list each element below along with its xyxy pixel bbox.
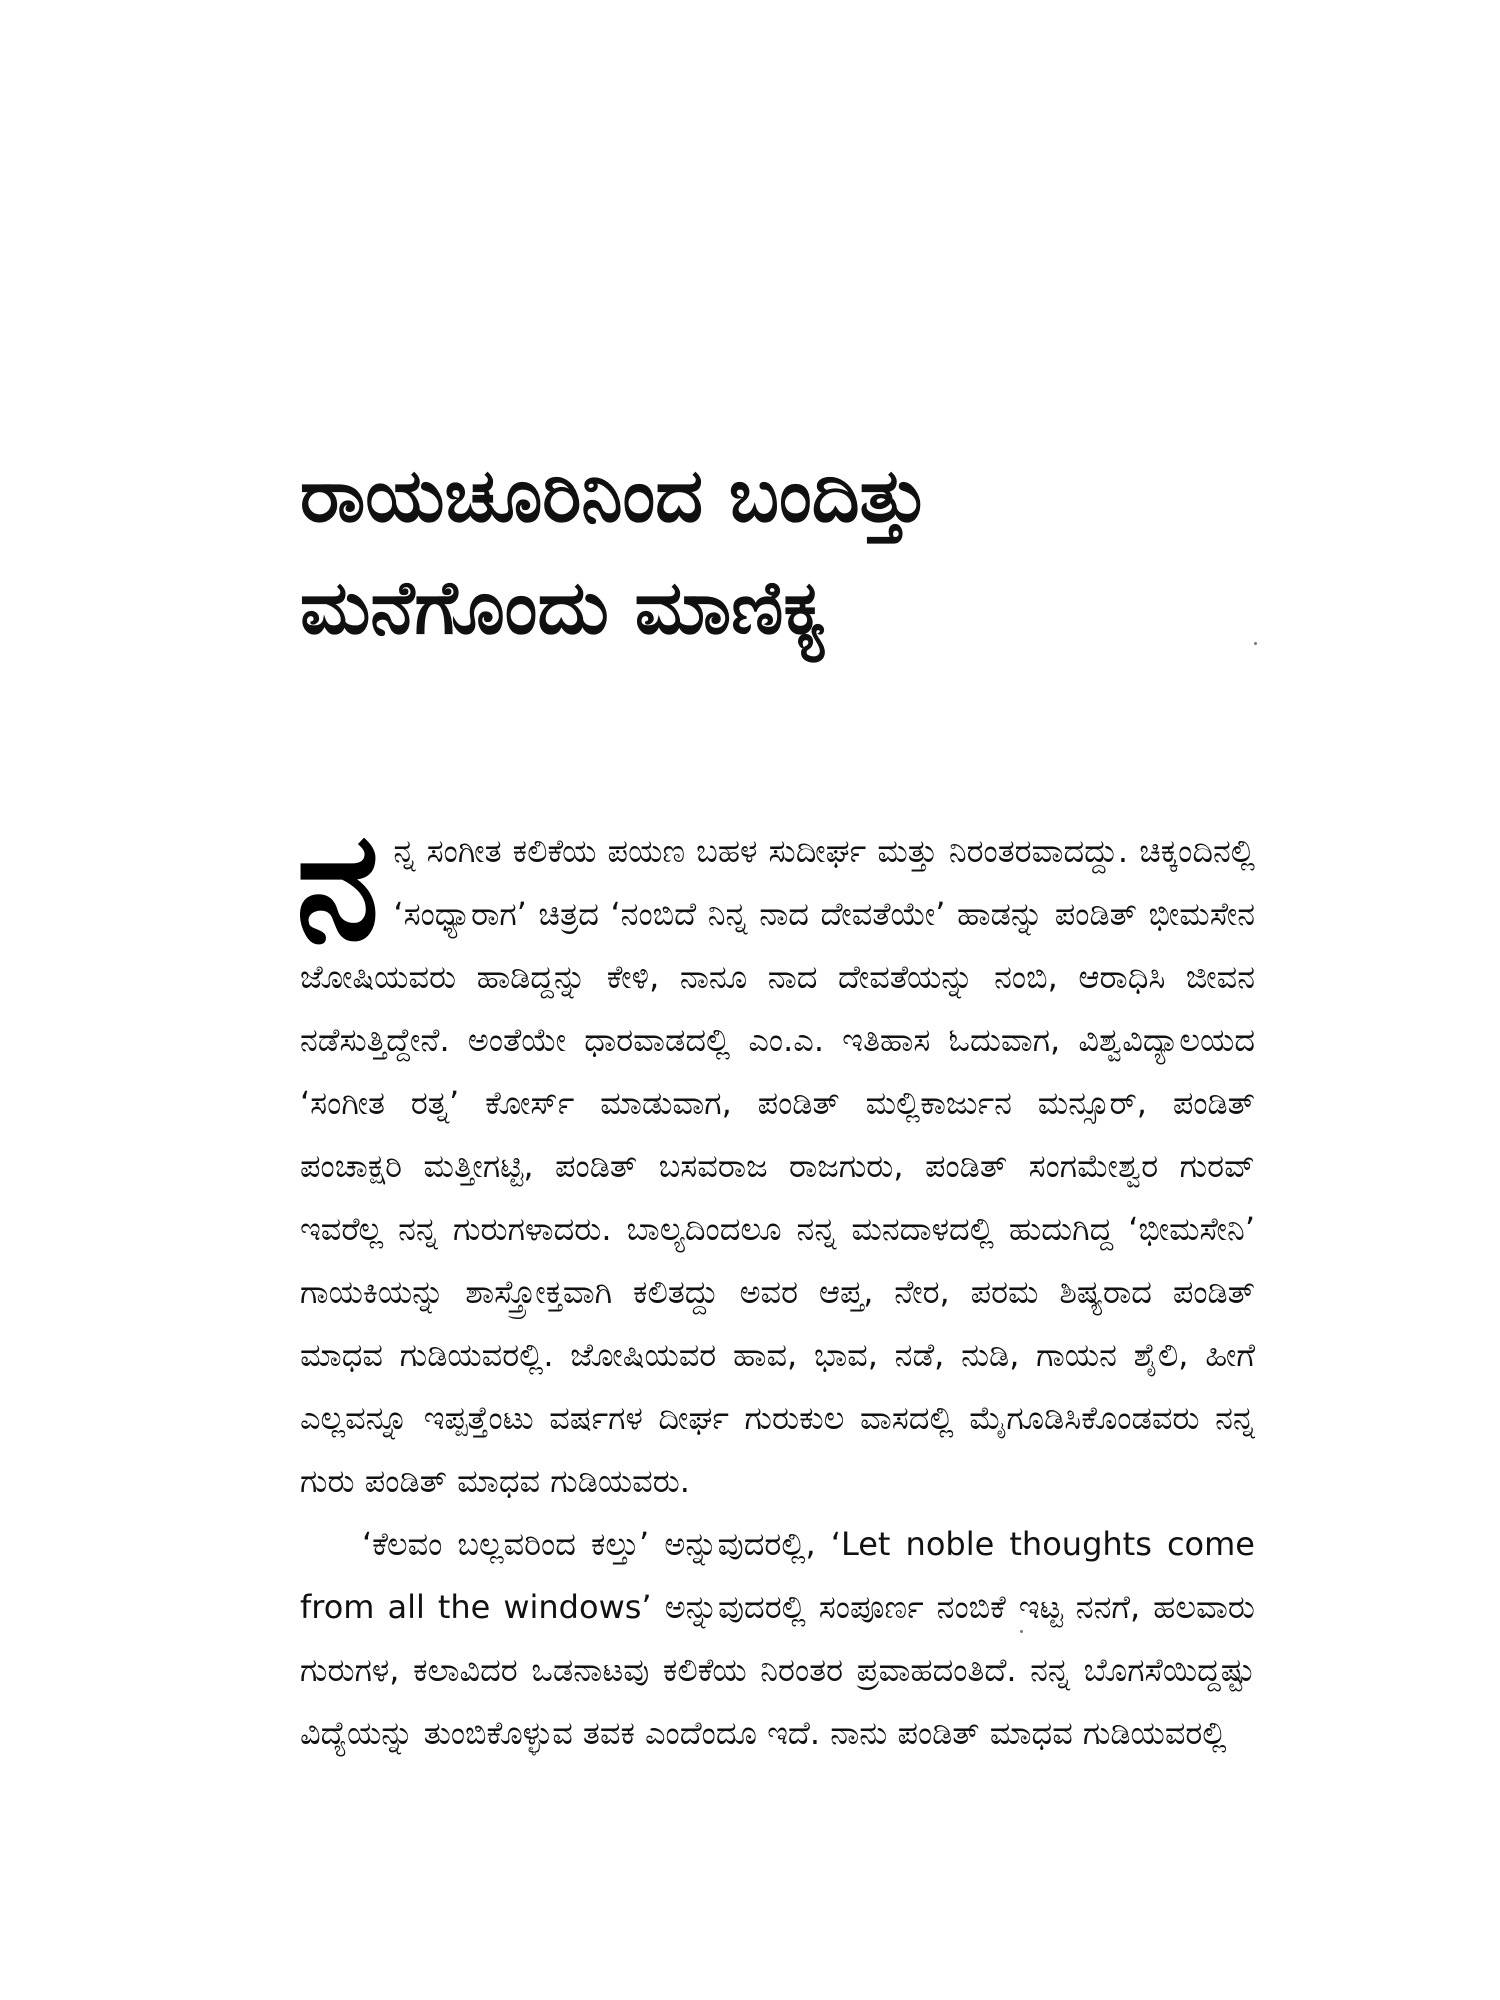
- chapter-title: [300, 440, 1300, 664]
- chapter-title-line-2: ಮನೆಗೊಂದು ಮಾಣಿಕ್ಯ: [300, 565, 827, 651]
- chapter-title-line-1: ರಾಯಚೂರಿನಿಂದ ಬಂದಿತ್ತು: [300, 453, 929, 539]
- paragraph-1: [296, 800, 1255, 1513]
- paper-speck: [1254, 642, 1257, 645]
- drop-cap: ನ: [296, 800, 380, 974]
- paragraph-1-text: ನ್ನ ಸಂಗೀತ ಕಲಿಕೆಯ ಪಯಣ ಬಹಳ ಸುದೀರ್ಘ ಮತ್ತು ನಿರಂತರವಾದದ್ದು. ಚಿಕ್ಕಂದಿನಲ್ಲಿ ‘ಸಂಧ್ಯಾರಾಗ’ ಚಿತ್ರದ ‘ನಂಬಿದೆ ನಿನ್ನ ನಾದ ದೇವತೆಯೇ’ ಹಾಡನ್ನು ಪಂಡಿತ್ ಭೀಮಸೇನ ಜೋಷಿಯವರು ಹಾಡಿದ್ದನ್ನು ಕೇಳಿ, ನಾನೂ ನಾದ ದೇವತೆಯನ್ನು ನಂಬಿ, ಆರಾಧಿಸಿ ಜೀವನ ನಡೆಸುತ್ತಿದ್ದೇನೆ. ಅಂತೆಯೇ ಧಾರವಾಡದಲ್ಲಿ ಎಂ.ಎ. ಇತಿಹಾಸ ಓದುವಾಗ, ವಿಶ್ವವಿದ್ಯಾಲಯದ ‘ಸಂಗೀತ ರತ್ನ’ ಕೋರ್ಸ್ ಮಾಡುವಾಗ, ಪಂಡಿತ್ ಮಲ್ಲಿಕಾರ್ಜುನ ಮನ್ಸೂರ್, ಪಂಡಿತ್ ಪಂಚಾಕ್ಷರಿ ಮತ್ತೀಗಟ್ಟಿ, ಪಂಡಿತ್ ಬಸವರಾಜ ರಾಜಗುರು, ಪಂಡಿತ್ ಸಂಗಮೇಶ್ವರ ಗುರವ್ ಇವರೆಲ್ಲ ನನ್ನ ಗುರುಗಳಾದರು. ಬಾಲ್ಯದಿಂದಲೂ ನನ್ನ ಮನದಾಳದಲ್ಲಿ ಹುದುಗಿದ್ದ ‘ಭೀಮಸೇನಿ’ ಗಾಯಕಿಯನ್ನು ಶಾಸ್ತ್ರೋಕ್ತವಾಗಿ ಕಲಿತದ್ದು ಅವರ ಆಪ್ತ, ನೇರ, ಪರಮ ಶಿಷ್ಯರಾದ ಪಂಡಿತ್ ಮಾಧವ ಗುಡಿಯವರಲ್ಲಿ. ಜೋಷಿಯವರ ಹಾವ, ಭಾವ, ನಡೆ, ನುಡಿ, ಗಾಯನ ಶೈಲಿ, ಹೀಗೆ ಎಲ್ಲವನ್ನೂ ಇಪ್ಪತ್ತೆಂಟು ವರ್ಷಗಳ ದೀರ್ಘ ಗುರುಕುಲ ವಾಸದಲ್ಲಿ ಮೈಗೂಡಿಸಿಕೊಂಡವರು ನನ್ನ ಗುರು ಪಂಡಿತ್ ಮಾಧವ ಗುಡಿಯವರು.: [300, 832, 1255, 1500]
- paragraph-2: ‘ಕೆಲವಂ ಬಲ್ಲವರಿಂದ ಕಲ್ತು’ ಅನ್ನುವುದರಲ್ಲಿ, ‘Let noble thoughts come from all the windows’ ಅನ್ನುವುದರಲ್ಲಿ ಸಂಪೂರ್ಣ ನಂಬಿಕೆ ಇಟ್ಟ ನನಗೆ, ಹಲವಾರು ಗುರುಗಳ, ಕಲಾವಿದರ ಒಡನಾಟವು ಕಲಿಕೆಯ ನಿರಂತರ ಪ್ರವಾಹದಂತಿದೆ. ನನ್ನ ಬೊಗಸೆಯಿದ್ದಷ್ಟು ವಿದ್ಯೆಯನ್ನು ತುಂಬಿಕೊಳ್ಳುವ ತವಕ ಎಂದೆಂದೂ ಇದೆ. ನಾನು ಪಂಡಿತ್ ಮಾಧವ ಗುಡಿಯವರಲ್ಲಿ: [300, 1525, 1255, 1752]
- paper-speck: [1020, 1630, 1023, 1633]
- chapter-body: [296, 800, 1255, 1765]
